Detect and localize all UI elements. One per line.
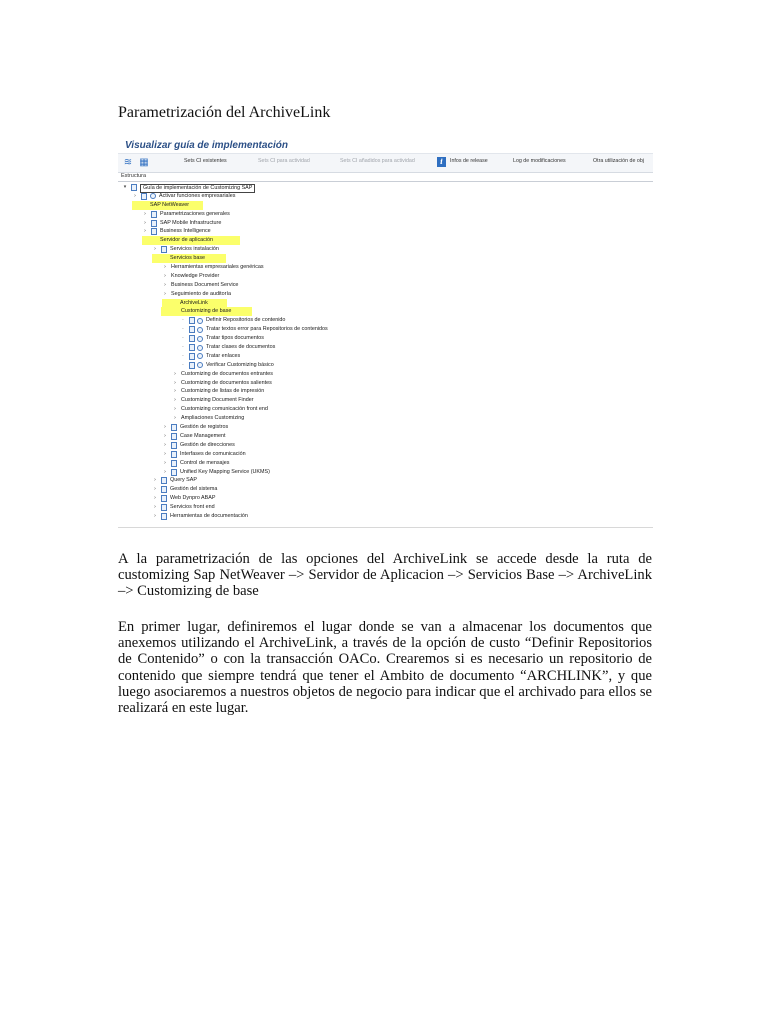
tree-node-label: Customizing comunicación front end	[181, 406, 268, 413]
tree-node[interactable]	[118, 227, 653, 236]
chevron-right-icon[interactable]: ›	[154, 495, 156, 502]
tree-node-label: Interfases de comunicación	[180, 450, 246, 457]
tree-node[interactable]	[118, 299, 653, 308]
tree-node-label: Knowledge Provider	[171, 272, 220, 279]
tree-node[interactable]	[118, 468, 653, 477]
tree-node[interactable]	[118, 441, 653, 450]
chevron-right-icon[interactable]: ›	[164, 441, 166, 448]
execute-icon[interactable]	[197, 362, 203, 368]
tree-node[interactable]	[118, 361, 653, 370]
tree-node[interactable]	[118, 405, 653, 414]
bullet-icon: ·	[182, 361, 184, 368]
chevron-right-icon[interactable]: ›	[144, 210, 146, 217]
tree-node-label: Servicios base	[170, 255, 206, 262]
tree-node-label: Gestión de registros	[180, 424, 229, 431]
chevron-right-icon[interactable]: ›	[174, 415, 176, 422]
tree-node[interactable]	[118, 272, 653, 281]
tree-node[interactable]	[118, 387, 653, 396]
tree-node-label: Case Management	[180, 432, 226, 439]
execute-icon[interactable]	[197, 345, 203, 351]
tree-node[interactable]	[118, 476, 653, 485]
tree-node[interactable]	[118, 512, 653, 521]
folder-document-icon	[141, 193, 147, 200]
tree-node-label: Gestión del sistema	[170, 486, 218, 493]
folder-document-icon	[161, 477, 167, 484]
tree-node[interactable]	[118, 316, 653, 325]
tree-node[interactable]	[118, 450, 653, 459]
tree-node-label: SAP Mobile Infrastructure	[160, 219, 222, 226]
chevron-right-icon[interactable]: ›	[134, 192, 136, 199]
tree-node[interactable]	[118, 503, 653, 512]
tree-node[interactable]	[118, 352, 653, 361]
folder-document-icon	[171, 442, 177, 449]
chevron-right-icon[interactable]: ›	[164, 432, 166, 439]
tree-node[interactable]	[118, 379, 653, 388]
tree-node-label: Customizing de documentos salientes	[181, 379, 272, 386]
structure-label: Estructura	[121, 173, 147, 179]
chevron-right-icon[interactable]: ›	[174, 397, 176, 404]
tree-node[interactable]	[118, 290, 653, 299]
chevron-right-icon[interactable]: ›	[174, 406, 176, 413]
execute-icon[interactable]	[197, 353, 203, 359]
execute-icon[interactable]	[197, 336, 203, 342]
tree-node-label: Activar funciones empresariales	[159, 192, 236, 199]
bullet-icon: ·	[182, 335, 184, 342]
tree-node[interactable]	[118, 263, 653, 272]
document-icon	[189, 362, 195, 369]
tree-node[interactable]	[118, 236, 653, 245]
tree-node[interactable]	[118, 245, 653, 254]
tree-node-label: Customizing de documentos entrantes	[181, 370, 273, 377]
chevron-right-icon[interactable]: ›	[164, 264, 166, 271]
document-icon	[189, 353, 195, 360]
tree-node-label: Control de mensajes	[180, 459, 230, 466]
tree-node[interactable]	[118, 192, 653, 201]
tree-node-label: SAP NetWeaver	[150, 201, 190, 208]
tree-node-label: Guía de implementación de Customizing SAP	[140, 184, 255, 193]
chevron-right-icon[interactable]: ›	[174, 370, 176, 377]
tree-node-label: Gestión de direcciones	[180, 441, 235, 448]
toolbar-item-added-ci-sets[interactable]: Sets CI añadidos para actividad	[340, 158, 415, 164]
tree-node-label: Seguimiento de auditoría	[171, 290, 231, 297]
tree-node-label: Ampliaciones Customizing	[181, 415, 245, 422]
folder-document-icon	[131, 184, 137, 191]
tree-node[interactable]	[118, 343, 653, 352]
structure-icon[interactable]: ▦	[139, 157, 149, 168]
chevron-right-icon[interactable]: ›	[164, 424, 166, 431]
document-icon	[189, 335, 195, 342]
tree-node[interactable]	[118, 396, 653, 405]
tree-node-label: Definir Repositorios de contenido	[206, 317, 286, 324]
tree-node-label: Herramientas de documentación	[170, 512, 248, 519]
toolbar	[118, 153, 653, 173]
tree-node-label: Parametrizaciones generales	[160, 210, 230, 217]
tree-node[interactable]	[118, 254, 653, 263]
tree-node[interactable]	[118, 414, 653, 423]
folder-document-icon	[151, 228, 157, 235]
tree-node-label: Servidor de aplicación	[160, 237, 214, 244]
chevron-right-icon[interactable]: ›	[164, 290, 166, 297]
tree-node-label: Unified Key Mapping Service (UKMS)	[180, 468, 270, 475]
bullet-icon: ·	[182, 352, 184, 359]
tree-node[interactable]	[118, 432, 653, 441]
tree-node[interactable]	[118, 494, 653, 503]
tree-node[interactable]	[118, 281, 653, 290]
tree-node[interactable]	[118, 459, 653, 468]
tree-node-label: Herramientas empresariales genéricas	[171, 264, 264, 271]
folder-document-icon	[171, 451, 177, 458]
tree-node-label: Tratar enlaces	[206, 352, 241, 359]
folder-document-icon	[151, 211, 157, 218]
tree-node-label: Customizing Document Finder	[181, 397, 254, 404]
tree-node-label: Web Dynpro ABAP	[170, 495, 216, 502]
implementation-guide-tree	[118, 183, 653, 521]
folder-document-icon	[161, 504, 167, 511]
tree-node-label: Servicios instalación	[170, 246, 219, 253]
chevron-right-icon[interactable]: ›	[174, 388, 176, 395]
chevron-right-icon[interactable]: ›	[164, 281, 166, 288]
tree-node-label: Tratar clases de documentos	[206, 344, 276, 351]
chevron-right-icon[interactable]: ›	[164, 459, 166, 466]
document-title: Parametrización del ArchiveLink	[118, 104, 331, 121]
tree-node[interactable]	[118, 485, 653, 494]
folder-document-icon	[161, 513, 167, 520]
chevron-right-icon[interactable]: ›	[174, 379, 176, 386]
tree-node[interactable]	[118, 210, 653, 219]
chevron-right-icon[interactable]: ›	[154, 477, 156, 484]
tree-node[interactable]	[118, 334, 653, 343]
folder-document-icon	[161, 246, 167, 253]
tree-node-label: Verificar Customizing básico	[206, 361, 274, 368]
execute-icon[interactable]	[197, 318, 203, 324]
chevron-down-icon[interactable]: ▾	[123, 184, 127, 190]
chevron-right-icon[interactable]: ›	[154, 246, 156, 253]
folder-document-icon	[171, 424, 177, 431]
folder-document-icon	[151, 220, 157, 227]
chevron-right-icon[interactable]: ›	[154, 504, 156, 511]
tree-node-label: Tratar textos error para Repositorios de contenidos	[206, 326, 328, 333]
tree-node-label: Customizing de listas de impresión	[181, 388, 265, 395]
tree-node[interactable]	[118, 370, 653, 379]
folder-document-icon	[161, 495, 167, 502]
paragraph-repositories: En primer lugar, definiremos el lugar donde se van a almacenar los documentos que anexemos utilizando el ArchiveLink, a través de la opción de custo “Definir Repositorios de Contenido” o con la transacción OACo. Crearemos si es necesario un repositorio de contenido que siempre tendrá que tener el Ambito de documento “ARCHLINK”, y que luego asociaremos a nuestros objetos de negocio para indicar que el archivado para ellos se realizará en este lugar.	[118, 619, 652, 717]
toolbar-item-release-info[interactable]: Infos de release	[450, 158, 488, 164]
tree-node[interactable]	[118, 307, 653, 316]
chevron-right-icon[interactable]: ›	[144, 228, 146, 235]
tree-node[interactable]	[118, 183, 653, 192]
tree-node-label: ArchiveLink	[180, 299, 208, 306]
tree-node-label: Tratar tipos documentos	[206, 335, 264, 342]
structure-divider	[118, 181, 653, 182]
bullet-icon: ·	[182, 344, 184, 351]
chevron-right-icon[interactable]: ›	[154, 512, 156, 519]
tree-node[interactable]	[118, 201, 653, 210]
folder-document-icon	[161, 486, 167, 493]
tree-node-label: Servicios front end	[170, 504, 215, 511]
toolbar-item-existing-ci-sets[interactable]: Sets CI existentes	[184, 158, 227, 164]
folder-document-icon	[171, 469, 177, 476]
tree-node-label: Business Document Service	[171, 281, 239, 288]
tree-node-label: Business Intelligence	[160, 228, 211, 235]
chevron-right-icon[interactable]: ›	[164, 450, 166, 457]
expand-all-icon[interactable]: ≋	[123, 157, 133, 168]
document-icon	[189, 326, 195, 333]
folder-document-icon	[171, 460, 177, 467]
document-icon	[189, 344, 195, 351]
chevron-right-icon[interactable]: ›	[164, 272, 166, 279]
tree-node[interactable]	[118, 325, 653, 334]
execute-icon[interactable]	[197, 327, 203, 333]
tree-node[interactable]	[118, 219, 653, 228]
toolbar-item-where-used[interactable]: Otra utilización de obj	[593, 158, 644, 164]
paragraph-route: A la parametrización de las opciones del ArchiveLink se accede desde la ruta de customizing Sap NetWeaver –> Servidor de Aplicacion –> Servicios Base –> ArchiveLink –> Customizing de base	[118, 551, 652, 600]
bullet-icon: ·	[182, 317, 184, 324]
bullet-icon: ·	[182, 326, 184, 333]
chevron-right-icon[interactable]: ›	[154, 486, 156, 493]
tree-node-label: Query SAP	[170, 477, 197, 484]
toolbar-item-ci-sets-activity[interactable]: Sets CI para actividad	[258, 158, 310, 164]
execute-icon[interactable]	[150, 193, 156, 199]
document-icon	[189, 317, 195, 324]
tree-node[interactable]	[118, 423, 653, 432]
chevron-right-icon[interactable]: ›	[144, 219, 146, 226]
info-icon[interactable]: i	[437, 157, 446, 167]
sap-implementation-guide-screenshot	[118, 137, 653, 528]
folder-document-icon	[171, 433, 177, 440]
chevron-right-icon[interactable]: ›	[164, 468, 166, 475]
tree-node-label: Customizing de base	[181, 308, 232, 315]
window-title: Visualizar guía de implementación	[125, 140, 289, 151]
toolbar-item-change-log[interactable]: Log de modificaciones	[513, 158, 566, 164]
